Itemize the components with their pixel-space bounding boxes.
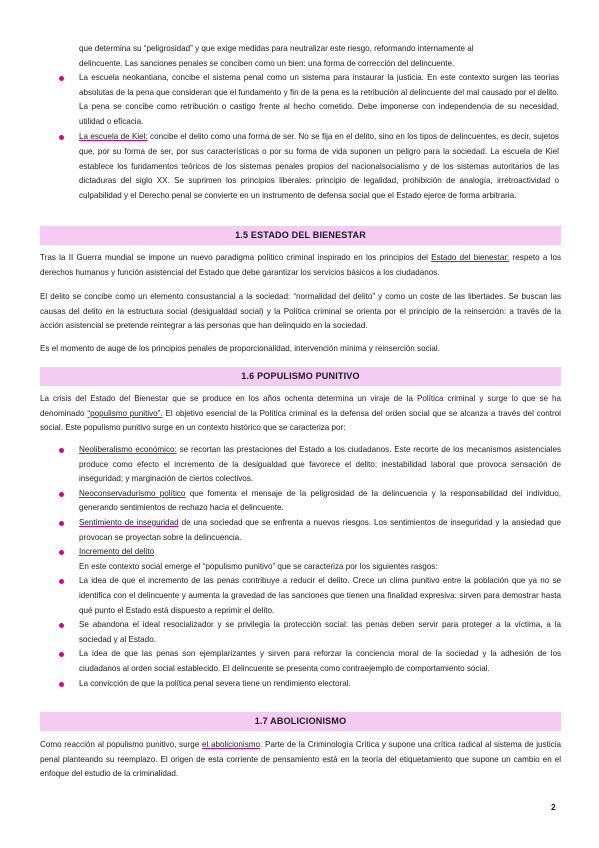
paragraph: El delito se concibe como un elemento consustancial a la sociedad: “normalidad del delito” y como un coste de las libertades. Se buscan las causas del delito en la estructura social (desigualdad social) y la Política criminal se orienta por el principio de la reinserción: a través de la acción asistencial se pretende reintegrar a las personas que han delinquido en la sociedad. <box>40 292 561 331</box>
list-item: La escuela de Kiel: concibe el delito como una forma de ser. No se fija en el delito, sino en los tipos de delincuentes, es decir, sujetos que, por su forma de ser, por sus características o por su forma de vida suponen un peligro para la sociedad. La escuela de Kiel establece los fundamentos teóricos de los sistemas penales propios del nacionalsocialismo y de los sistemas autoritarios de las dictaduras del siglo XX. Se suprimen los principios liberales: principio de legalidad, prohibición de analogía, irretroactividad o culpabilidad y el Derecho penal se convierte en un instrumento de defensa social que el Estado ejerce de forma arbitraria. <box>79 130 559 203</box>
list-item: La idea de que las penas son ejemplarizantes y sirven para reforzar la conciencia moral de la sociedad y la adhesión de los ciudadanos al orden social establecido. El delincuente se presenta como contraejemplo de comportamiento social. <box>79 647 561 676</box>
list-item: La idea de que el incremento de las penas contribuye a reducir el delito. Crece un clima punitivo entre la población que ya no se identifica con el delincuente y aumenta la gravedad de las sanciones que tienen una finalidad expresiva: sirven para demostrar hasta qué punto el Estado está dispuesto a reprimir el delito. <box>79 574 561 618</box>
bullet-dot-icon <box>59 579 64 584</box>
bullet-dot-icon <box>59 135 64 140</box>
populism-bullet-list <box>79 443 561 691</box>
list-item: Neoliberalismo económico: se recortan las prestaciones del Estado a los ciudadanos. Este recorte de los mecanismos asistenciales produce como efecto el incremento de la desigualdad que favorece el delito; inestabilidad laboral que provoca sensación de inseguridad; y marginación de ciertos colectivos. <box>79 443 561 487</box>
paragraph: Como reacción al populismo punitivo, surge el abolicionismo. Parte de la Criminología Crítica y supone una crítica radical al sistema de justicia penal planteando su reemplazo. El origen de esta corriente de pensamiento está en la teoría del etiquetamiento que supone un cambio en el enfoque del estudio de la criminalidad. <box>40 740 561 779</box>
bullet-dot-icon <box>59 623 64 628</box>
bullet-dot-icon <box>59 652 64 657</box>
bullet-dot-icon <box>59 521 64 526</box>
paragraph: La crisis del Estado del Bienestar que se produce en los años ochenta determina un viraje de la Política criminal y surge lo que se ha denominado “populismo punitivo”. El objetivo esencial de la Política criminal es la defensa del orden social que se alcanza a través del control social. Este populismo punitivo surge en un contexto histórico que se caracteriza por: <box>40 394 561 433</box>
underlined-term: “populismo punitivo”. <box>87 408 163 418</box>
continuation-paragraph: que determina su “peligrosidad” y que exige medidas para neutralizar este riesgo, reformando internamente al delincuente. Las sanciones penales se conciben como un bien: una forma de corrección del delincuente. <box>79 44 474 68</box>
list-item: Incremento del delito En este contexto social emerge el “populismo punitivo” que se caracteriza por los siguientes rasgos: <box>79 545 561 574</box>
bullet-dot-icon <box>59 448 64 453</box>
bullet-dot-icon <box>59 76 64 81</box>
list-item: La convicción de que la política penal severa tiene un rendimiento electoral. <box>79 677 561 692</box>
bullet-dot-icon <box>59 550 64 555</box>
list-item: La escuela neokantiana, concibe el sistema penal como un sistema para instaurar la justicia. En este contexto surgen las teorías absolutas de la pena que consideran que el fundamento y fin de la pena es la retribución al delincuente del mal causado por el delito. La pena se concibe como retribución o castigo frente al hecho cometido. Debe imponerse con independencia de su necesidad, utilidad o eficacia. <box>79 71 559 129</box>
list-item: Sentimiento de inseguridad de una sociedad que se enfrenta a nuevos riesgos. Los sentimientos de inseguridad y la ansiedad que provocan se proyectan sobre la delincuencia. <box>79 516 561 545</box>
paragraph: Tras la II Guerra mundial se impone un nuevo paradigma político criminal inspirado en los principios del Estado del bienestar: respeto a los derechos humanos y función asistencial del Estado que debe garantizar los servicios básicos a los ciudadanos. <box>40 253 561 277</box>
bullet-dot-icon <box>59 682 64 687</box>
underlined-term: Estado del bienestar: <box>431 253 510 262</box>
list-item: Neoconservadurismo político que fomenta el mensaje de la peligrosidad de la delincuencia y la responsabilidad del individuo, generando sentimientos de rechazo hacia el delincuente. <box>79 487 561 516</box>
underlined-term: el abolicionismo <box>201 740 261 749</box>
paragraph: Es el momento de auge de los principios penales de proporcionalidad, intervención mínima y reinserción social. <box>40 344 440 353</box>
list-item: Se abandona el ideal resocializador y se privilegia la protección social: las penas deben servir para proteger a la víctima, a la sociedad y al Estado. <box>79 618 561 647</box>
intro-bullet-list <box>79 71 559 203</box>
section-heading: 1.6 POPULISMO PUNITIVO <box>40 367 561 386</box>
section-heading: 1.5 ESTADO DEL BIENESTAR <box>40 226 561 245</box>
section-heading: 1.7 ABOLICIONISMO <box>40 712 561 731</box>
bullet-dot-icon <box>59 492 64 497</box>
page-number: 2 <box>551 802 556 812</box>
